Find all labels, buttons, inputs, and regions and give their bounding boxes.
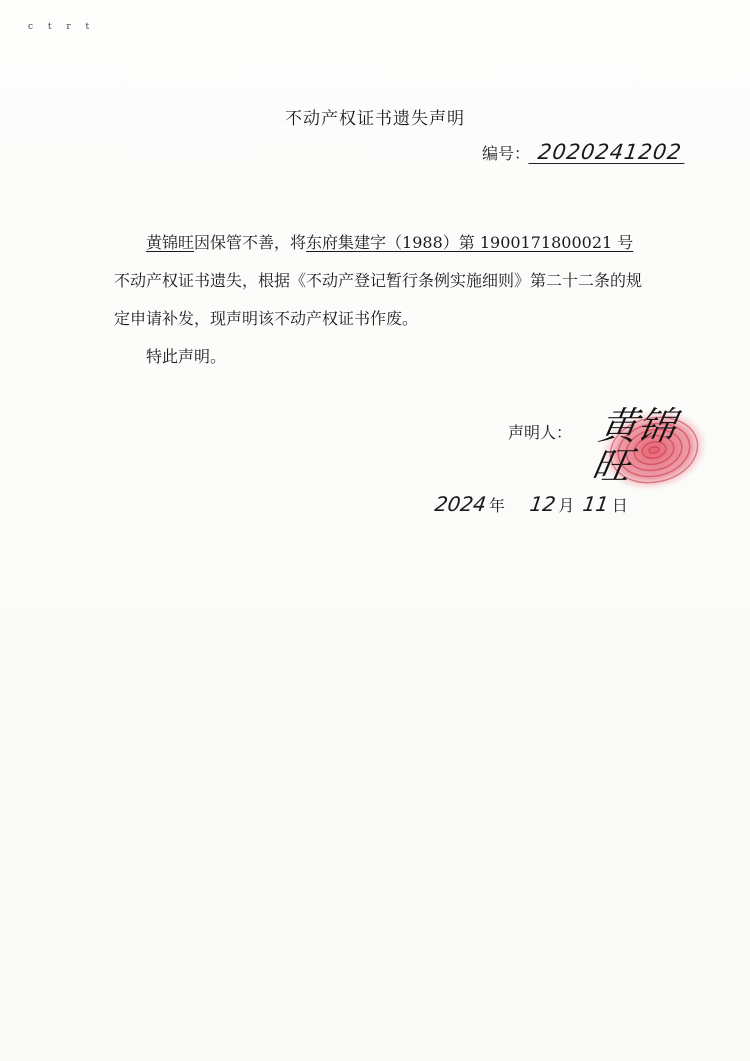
handwritten-signature: 黄锦旺 (588, 404, 680, 488)
document-body (114, 224, 644, 376)
date-month-unit: 月 (558, 496, 575, 515)
owner-name: 黄锦旺 (146, 233, 195, 252)
document-number (482, 141, 686, 164)
certificate-number: 东府集建字（1988）第 1900171800021 号 (306, 233, 634, 252)
date-month: 12 (528, 492, 558, 516)
number-label: 编号： (482, 144, 531, 163)
document-title: 不动产权证书遗失声明 (285, 109, 465, 129)
date-year: 2024 (433, 492, 488, 516)
scan-marks: c t r t (28, 22, 96, 32)
statement-text-a: 因保管不善，将 (194, 233, 307, 252)
number-value: 2020241202 (528, 141, 687, 164)
closing-paragraph: 特此声明。 (146, 347, 227, 366)
date-day: 11 (581, 492, 611, 516)
date-day-unit: 日 (611, 496, 628, 515)
statement-text-b: 不动产权证书遗失，根据《不动产登记暂行条例实施细则》第二十二条的规定申请补发，现声明该不动产权证书作废。 (114, 271, 643, 328)
date-year-unit: 年 (488, 496, 505, 515)
statement-paragraph (114, 224, 644, 338)
declarant-label: 声明人： (508, 423, 573, 442)
